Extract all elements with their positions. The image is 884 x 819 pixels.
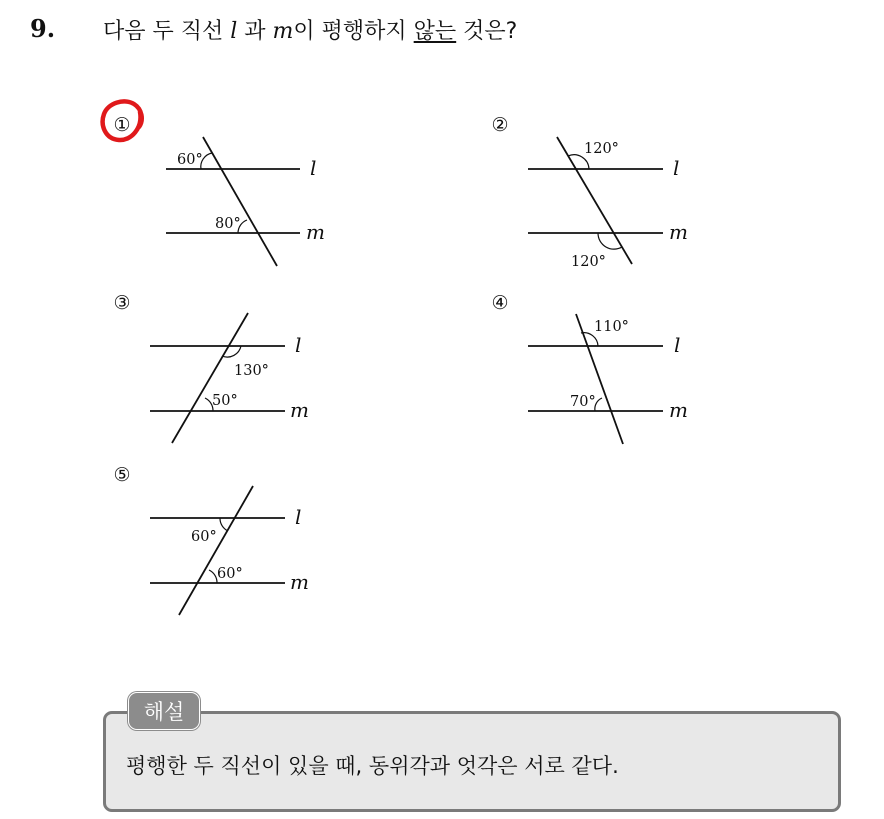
label-m: m xyxy=(306,220,325,244)
choice-num-2: ② xyxy=(491,114,509,136)
angle-label: 60° xyxy=(191,529,217,545)
explanation-text: 평행한 두 직선이 있을 때, 동위각과 엇각은 서로 같다. xyxy=(126,754,619,778)
explanation-tab: 해설 xyxy=(128,692,200,730)
question-text-part1: 다음 두 직선 xyxy=(103,19,231,44)
label-l: l xyxy=(310,156,317,180)
angle-label: 60° xyxy=(217,566,243,582)
angle-label: 80° xyxy=(215,216,241,232)
angle-label: 120° xyxy=(584,141,619,157)
question-text-part3: 이 평행하지 xyxy=(293,19,414,44)
choice-3[interactable] xyxy=(113,292,308,443)
question-number: 9. xyxy=(30,14,56,43)
var-m: m xyxy=(272,19,294,44)
label-l: l xyxy=(673,156,680,180)
choice-num-1: ① xyxy=(113,114,131,136)
angle-arc xyxy=(220,518,228,531)
angle-arc xyxy=(209,570,217,583)
choice-num-5: ⑤ xyxy=(113,464,131,486)
choice-2[interactable] xyxy=(491,114,687,270)
transversal xyxy=(203,137,277,266)
angle-label: 70° xyxy=(570,394,596,410)
choice-5[interactable] xyxy=(113,464,308,615)
label-l: l xyxy=(295,333,302,357)
label-m: m xyxy=(290,398,309,422)
underlined-word: 않는 xyxy=(413,19,457,44)
label-m: m xyxy=(669,220,688,244)
var-l: l xyxy=(230,19,238,44)
question-text-part4: 것은? xyxy=(456,19,518,44)
question-text-part2: 과 xyxy=(237,19,273,44)
label-m: m xyxy=(669,398,688,422)
label-m: m xyxy=(290,570,309,594)
angle-label: 60° xyxy=(177,152,203,168)
angle-arc xyxy=(595,398,602,411)
angle-label: 110° xyxy=(594,319,629,335)
transversal xyxy=(179,486,253,615)
label-l: l xyxy=(674,333,681,357)
angle-label: 120° xyxy=(571,254,606,270)
choice-num-4: ④ xyxy=(491,292,509,314)
angle-label: 50° xyxy=(212,393,238,409)
choice-num-3: ③ xyxy=(113,292,131,314)
angle-label: 130° xyxy=(234,363,269,379)
label-l: l xyxy=(295,505,302,529)
choice-4[interactable] xyxy=(491,292,687,444)
choice-1[interactable] xyxy=(103,101,325,266)
